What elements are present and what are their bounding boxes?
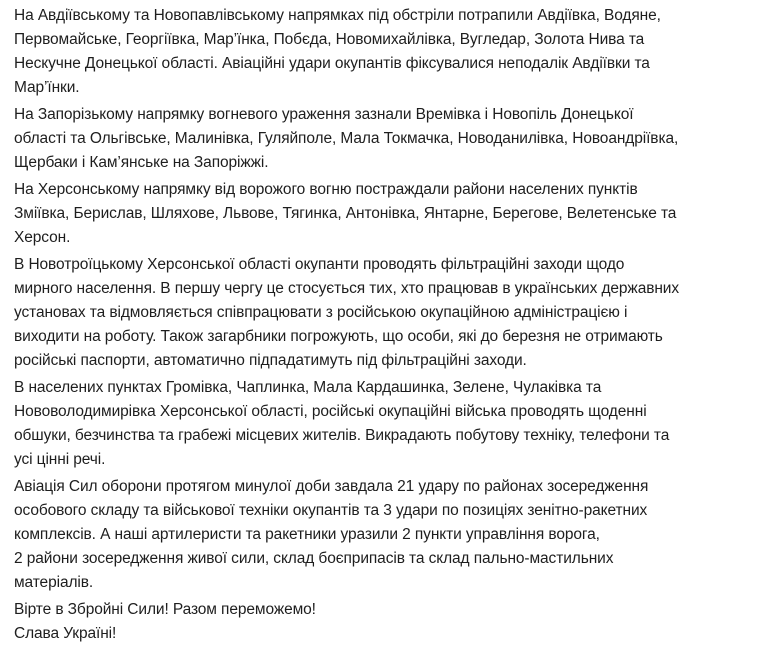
paragraph-victory-slogan: Вірте в Збройні Сили! Разом переможемо! Слава Україні! bbox=[14, 601, 316, 642]
paragraph-avdiivka-novopavlivka-shelling: На Авдіївському та Новопавлівському напрямках під обстріли потрапили Авдіївка, Водяне, Первомайське, Георгіївка, Мар’їнка, Побєда, Новомихайлівка, Вугледар, Золота Нива та Нескучне Донецької області. Авіаційні удари окупантів фіксувалися неподалік Авдіївки та Мар’їнки. bbox=[14, 7, 661, 96]
paragraph-kherson-direction: На Херсонському напрямку від ворожого вогню постраждали райони населених пунктів Зміївка, Берислав, Шляхове, Львове, Тягинка, Антонівка, Янтарне, Берегове, Велетенське та Херсон. bbox=[14, 181, 677, 246]
paragraph-kherson-villages-looting: В населених пунктах Громівка, Чаплинка, Мала Кардашинка, Зелене, Чулаківка та Нововолодимирівка Херсонської області, російські окупаційні війська проводять щоденні обшуки, безчинства та грабежі місцевих жителів. Викрадають побутову техніку, телефони та усі цінні речі. bbox=[14, 379, 670, 468]
paragraph-zaporizhzhia-direction: На Запорізькому напрямку вогневого ураження зазнали Времівка і Новопіль Донецької області та Ольгівське, Малинівка, Гуляйполе, Мала Токмачка, Новоданилівка, Новоандріївка, Щербаки і Кам’янське на Запоріжжі. bbox=[14, 106, 679, 171]
paragraph-defense-aviation-strikes: Авіація Сил оборони протягом минулої доби завдала 21 удару по районах зосередження особового складу та військової техніки окупантів та 3 удари по позиціях зенітно-ракетних комплексів. А наші артилеристи та ракетники уразили 2 пункти управління ворога, 2 райони зосередження живої сили, склад боєприпасів та склад пально-мастильних матеріалів. bbox=[14, 478, 649, 591]
paragraph-novotroitske-filtration: В Новотроїцькому Херсонської області окупанти проводять фільтраційні заходи щодо мирного населення. В першу чергу це стосується тих, хто працював в українських державних установах та відмовляється співпрацювати з російською окупаційною адміністрацією і виходити на роботу. Також загарбники погрожують, що особи, які до березня не отримають російські паспорти, автоматично підпадатимуть під фільтраційні заходи. bbox=[14, 256, 680, 369]
